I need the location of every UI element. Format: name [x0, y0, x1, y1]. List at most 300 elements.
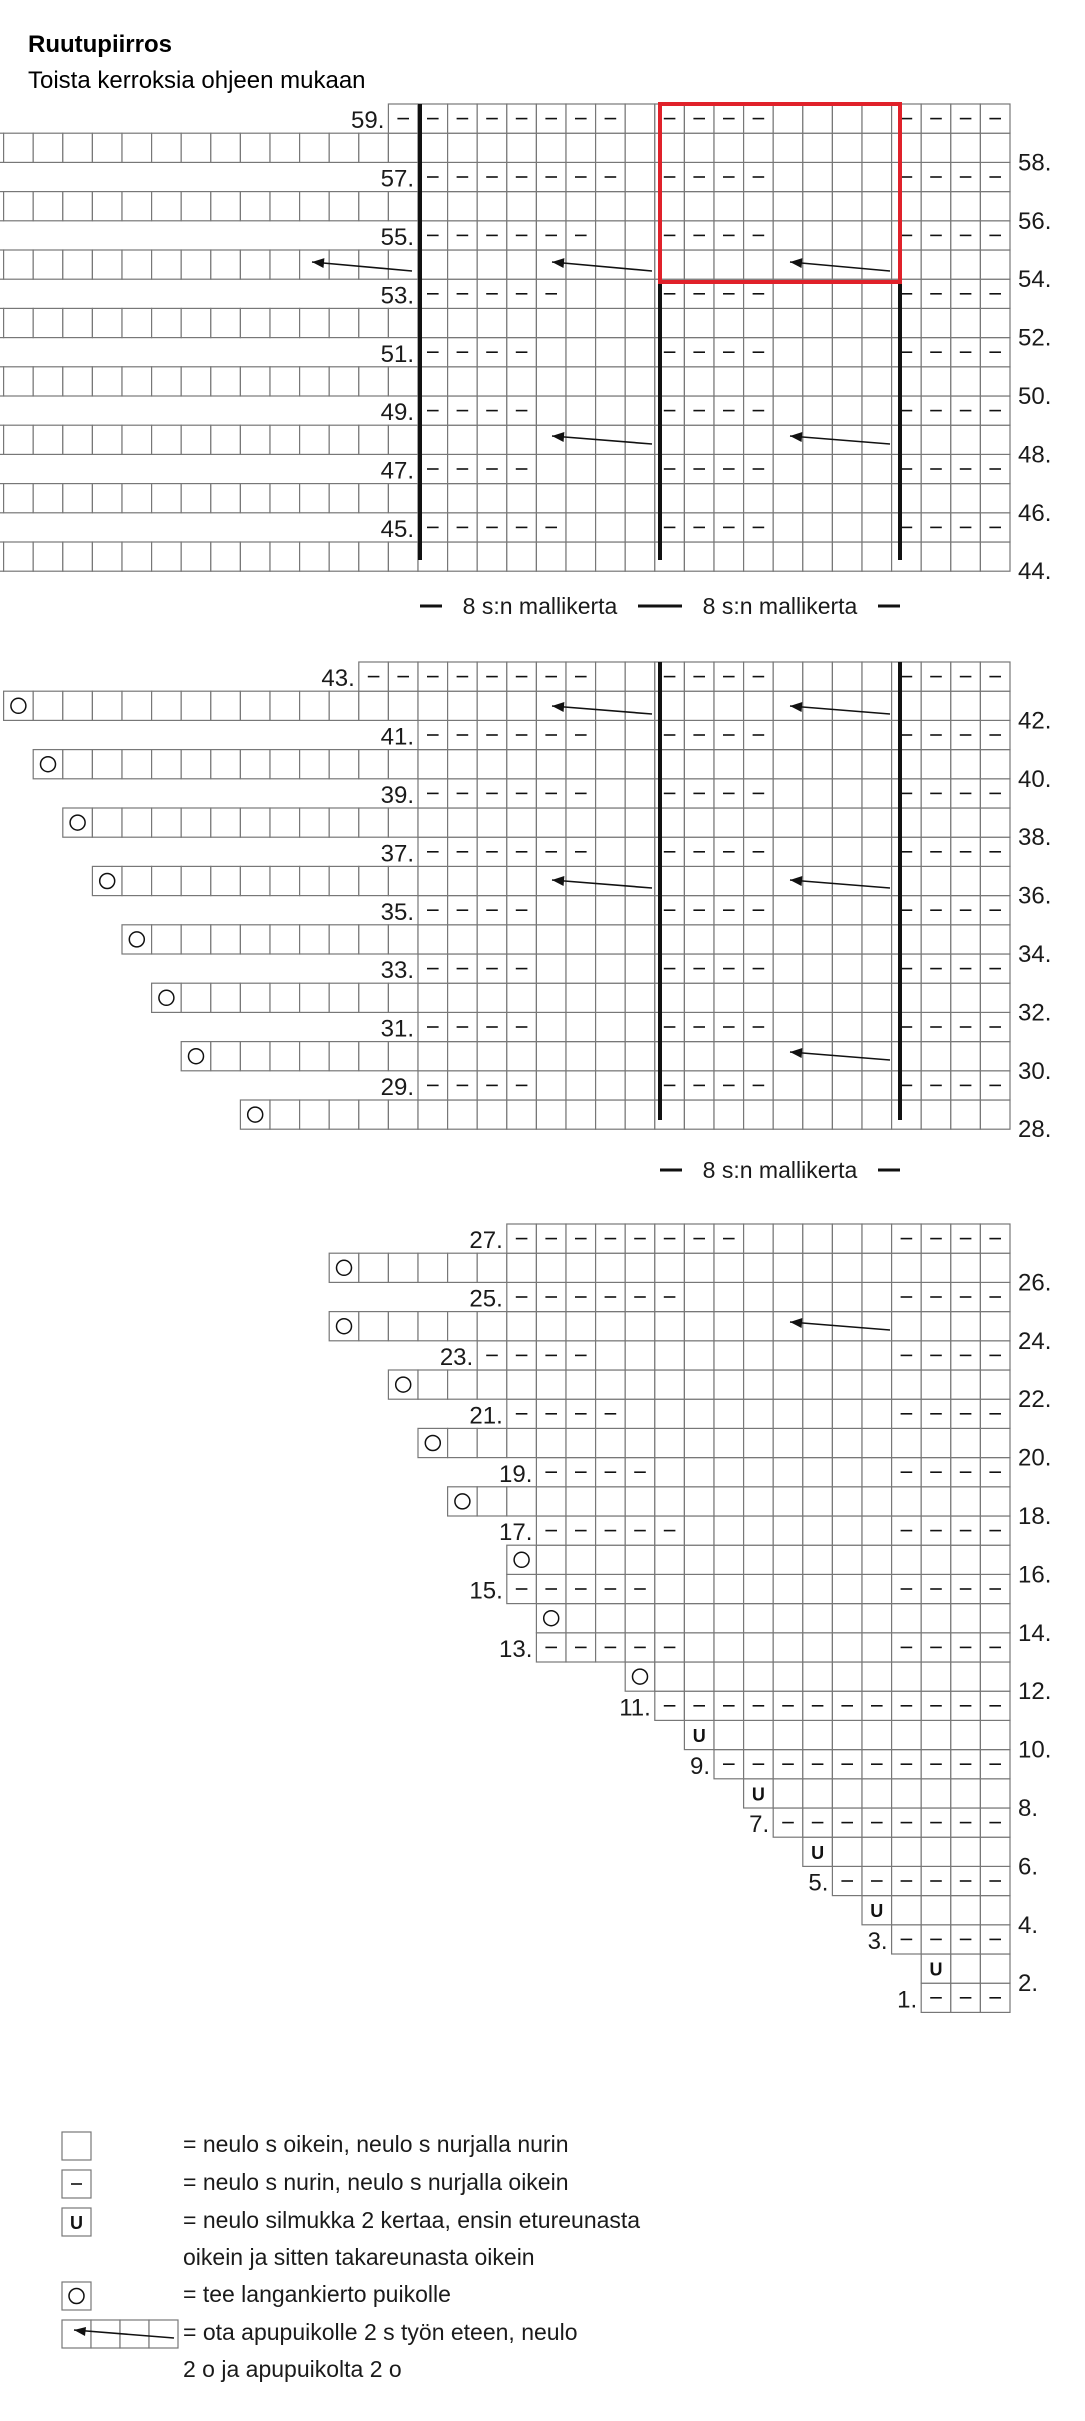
knit-cell — [803, 1012, 833, 1041]
knit-cell — [832, 133, 862, 162]
knit-cell — [596, 1042, 626, 1071]
row-number: 2. — [1018, 1970, 1039, 1998]
knit-cell — [862, 954, 892, 983]
knit-cell — [773, 133, 803, 162]
chart-subtitle: Toista kerroksia ohjeen mukaan — [28, 67, 366, 94]
knit-cell — [388, 691, 418, 720]
knit-cell — [63, 133, 93, 162]
knit-cell — [773, 1282, 803, 1311]
knit-cell — [507, 308, 537, 337]
knit-cell — [596, 1071, 626, 1100]
knit-cell — [625, 192, 655, 221]
knit-cell — [951, 1042, 981, 1071]
knit-cell — [596, 542, 626, 571]
knit-cell — [803, 1071, 833, 1100]
knit-cell — [832, 1071, 862, 1100]
yarn-over-cell — [625, 1662, 655, 1691]
knit-cell — [181, 192, 211, 221]
yarn-over-cell — [181, 1042, 211, 1071]
knit-cell — [921, 250, 951, 279]
knit-cell — [980, 367, 1010, 396]
knit-cell — [536, 367, 566, 396]
row-number: 23. — [439, 1344, 474, 1371]
legend-text: = neulo s oikein, neulo s nurjalla nurin — [183, 2131, 569, 2157]
knit-cell — [596, 1604, 626, 1633]
knit-cell — [122, 133, 152, 162]
knit-cell — [596, 192, 626, 221]
knit-cell — [240, 983, 270, 1012]
knit-cell — [832, 1282, 862, 1311]
knit-cell — [240, 425, 270, 454]
knit-cell — [388, 983, 418, 1012]
knit-cell — [388, 1100, 418, 1129]
knit-cell — [744, 425, 774, 454]
knit-cell — [92, 484, 122, 513]
chart-grid — [0, 104, 1051, 2013]
knit-cell — [980, 866, 1010, 895]
knit-cell — [803, 133, 833, 162]
knit-cell — [300, 192, 330, 221]
row-number: 41. — [380, 723, 414, 751]
knit-cell — [921, 1312, 951, 1341]
knit-cell — [300, 750, 330, 779]
knit-cell — [625, 104, 655, 133]
knit-cell — [655, 1399, 685, 1428]
knit-cell — [536, 542, 566, 571]
knit-cell — [803, 662, 833, 691]
knit-cell — [862, 662, 892, 691]
knit-cell — [211, 925, 241, 954]
knit-cell — [477, 542, 507, 571]
row-number: 29. — [380, 1074, 414, 1101]
knit-cell — [951, 1428, 981, 1457]
knit-cell — [684, 367, 714, 396]
knit-cell — [566, 367, 596, 396]
svg-text:U: U — [70, 2213, 83, 2233]
knit-cell — [536, 1428, 566, 1457]
knit-cell — [300, 484, 330, 513]
knit-cell — [388, 750, 418, 779]
knit-cell — [980, 1253, 1010, 1282]
knit-cell — [211, 367, 241, 396]
knit-cell — [892, 192, 922, 221]
knit-cell — [625, 954, 655, 983]
knit-cell — [684, 1042, 714, 1071]
knit-cell — [684, 983, 714, 1012]
knit-cell — [744, 484, 774, 513]
knit-cell — [744, 1662, 774, 1691]
knit-cell — [803, 1545, 833, 1574]
knit-cell — [92, 133, 122, 162]
row-number: 55. — [380, 224, 414, 251]
knit-cell — [448, 866, 478, 895]
knit-cell — [684, 1662, 714, 1691]
knit-cell — [566, 954, 596, 983]
knit-cell — [803, 367, 833, 396]
knit-cell — [744, 866, 774, 895]
knit-cell — [832, 779, 862, 808]
knit-cell — [418, 1042, 448, 1071]
knit-cell — [566, 542, 596, 571]
knit-cell — [980, 484, 1010, 513]
row-number: 6. — [1018, 1853, 1039, 1881]
knit-cell — [418, 808, 448, 837]
knit-cell — [596, 1312, 626, 1341]
knit-cell — [862, 896, 892, 925]
knit-cell — [832, 808, 862, 837]
row-number: 8. — [1018, 1795, 1039, 1822]
knit-cell — [684, 925, 714, 954]
knit-cell — [596, 779, 626, 808]
knit-cell — [625, 925, 655, 954]
twice-symbol: U — [929, 1959, 943, 1980]
knit-cell — [951, 1720, 981, 1749]
legend-text: = neulo silmukka 2 kertaa, ensin etureunasta — [183, 2207, 641, 2233]
knit-cell — [388, 1253, 418, 1282]
knit-cell — [359, 808, 389, 837]
knit-cell — [862, 104, 892, 133]
knit-cell — [773, 162, 803, 191]
knit-cell — [921, 983, 951, 1012]
knit-cell — [359, 367, 389, 396]
knit-cell — [448, 1312, 478, 1341]
knit-cell — [862, 1253, 892, 1282]
knit-cell — [477, 983, 507, 1012]
knit-cell — [773, 221, 803, 250]
knit-cell — [4, 484, 34, 513]
knit-cell — [507, 250, 537, 279]
knit-cell — [300, 133, 330, 162]
knit-cell — [773, 454, 803, 483]
knit-cell — [951, 691, 981, 720]
knit-cell — [832, 691, 862, 720]
knit-cell — [418, 1253, 448, 1282]
knit-cell — [714, 133, 744, 162]
knit-cell — [714, 1341, 744, 1370]
knit-cell — [980, 1312, 1010, 1341]
knit-cell — [122, 542, 152, 571]
knit-cell — [980, 1604, 1010, 1633]
knit-cell — [270, 983, 300, 1012]
knit-cell — [448, 484, 478, 513]
yarn-over-cell — [4, 691, 34, 720]
row-number: 35. — [380, 898, 414, 926]
knit-cell — [388, 367, 418, 396]
knit-cell — [892, 1779, 922, 1808]
twice-symbol: U — [870, 1901, 884, 1922]
knit-cell — [862, 1458, 892, 1487]
knit-cell — [832, 1399, 862, 1428]
knit-cell — [536, 925, 566, 954]
knit-cell — [625, 1071, 655, 1100]
knit-cell — [744, 1042, 774, 1071]
knit-cell — [122, 250, 152, 279]
knit-cell — [477, 1253, 507, 1282]
knit-cell — [862, 1100, 892, 1129]
knit-cell — [921, 1428, 951, 1457]
knit-cell — [832, 1253, 862, 1282]
knit-cell — [862, 1720, 892, 1749]
knit-cell — [655, 1662, 685, 1691]
knit-cell — [211, 484, 241, 513]
knit-cell — [4, 425, 34, 454]
knit-cell — [803, 396, 833, 425]
yarn-over-cell — [122, 925, 152, 954]
knit-cell — [744, 1399, 774, 1428]
knit-cell — [655, 1370, 685, 1399]
knit-cell — [862, 1487, 892, 1516]
knit-cell — [536, 133, 566, 162]
knit-cell — [181, 983, 211, 1012]
row-number: 20. — [1018, 1444, 1052, 1472]
knit-cell — [744, 1282, 774, 1311]
legend-item-cable-arrow — [62, 2319, 578, 2382]
row-number: 19. — [499, 1460, 533, 1488]
knit-cell — [625, 1312, 655, 1341]
row-number: 7. — [749, 1811, 770, 1839]
knit-cell — [832, 954, 862, 983]
knit-cell — [980, 1720, 1010, 1749]
knit-cell — [240, 192, 270, 221]
knit-cell — [684, 425, 714, 454]
knit-cell — [536, 1042, 566, 1071]
knit-cell — [714, 1662, 744, 1691]
knit-cell — [596, 338, 626, 367]
knit-cell — [862, 513, 892, 542]
knit-cell — [625, 983, 655, 1012]
knit-cell — [921, 1662, 951, 1691]
knit-cell — [892, 808, 922, 837]
knit-cell — [684, 1516, 714, 1545]
knit-cell — [714, 983, 744, 1012]
knit-cell — [566, 808, 596, 837]
yarn-over-cell — [507, 1545, 537, 1574]
knit-cell — [566, 896, 596, 925]
knit-cell — [329, 691, 359, 720]
knit-cell — [803, 221, 833, 250]
knit-cell — [832, 308, 862, 337]
knit-cell — [803, 1487, 833, 1516]
knit-cell — [980, 691, 1010, 720]
knit-cell — [714, 1253, 744, 1282]
knit-cell — [536, 308, 566, 337]
knit-cell — [181, 367, 211, 396]
knit-cell — [625, 1545, 655, 1574]
knit-cell — [300, 1042, 330, 1071]
knit-cell — [270, 250, 300, 279]
knit-cell — [625, 1428, 655, 1457]
knit-cell — [566, 925, 596, 954]
knit-cell — [507, 484, 537, 513]
knit-cell — [566, 133, 596, 162]
knit-cell — [625, 396, 655, 425]
knit-cell — [921, 1253, 951, 1282]
knit-cell — [122, 308, 152, 337]
knit-cell — [862, 1837, 892, 1866]
knit-cell — [951, 308, 981, 337]
knit-cell — [714, 691, 744, 720]
knit-cell — [980, 542, 1010, 571]
knit-cell — [181, 542, 211, 571]
knit-cell — [477, 1428, 507, 1457]
knit-cell — [566, 1428, 596, 1457]
knit-cell — [625, 1042, 655, 1071]
row-number: 39. — [380, 782, 414, 809]
knit-cell — [625, 1253, 655, 1282]
knit-cell — [655, 1574, 685, 1603]
knit-cell — [329, 192, 359, 221]
knit-cell — [773, 750, 803, 779]
knit-cell — [92, 542, 122, 571]
knit-cell — [744, 133, 774, 162]
knit-cell — [300, 1100, 330, 1129]
knit-cell — [714, 1545, 744, 1574]
knit-cell — [566, 983, 596, 1012]
knit-cell — [744, 1428, 774, 1457]
knit-cell — [684, 1370, 714, 1399]
knit-cell — [832, 250, 862, 279]
row-number: 34. — [1018, 941, 1052, 968]
knit-cell — [566, 1312, 596, 1341]
legend-item-u-twice — [62, 2207, 640, 2270]
row-number: 57. — [380, 165, 414, 193]
knit-cell — [181, 250, 211, 279]
knit-cell — [329, 542, 359, 571]
knit-cell — [152, 691, 182, 720]
knit-cell — [773, 983, 803, 1012]
knit-cell — [477, 1100, 507, 1129]
knit-cell — [122, 367, 152, 396]
knit-cell — [803, 750, 833, 779]
knit-cell — [240, 250, 270, 279]
knit-cell — [211, 425, 241, 454]
knit-cell — [714, 808, 744, 837]
knit-cell — [980, 308, 1010, 337]
knit-cell — [892, 1662, 922, 1691]
knit-cell — [4, 133, 34, 162]
knit-cell — [803, 338, 833, 367]
row-number: 21. — [469, 1402, 503, 1430]
knit-cell — [566, 1012, 596, 1041]
knit-cell — [832, 484, 862, 513]
knit-cell — [862, 1370, 892, 1399]
knit-cell — [892, 1487, 922, 1516]
knit-cell — [744, 308, 774, 337]
knit-cell — [832, 1633, 862, 1662]
knit-cell — [892, 133, 922, 162]
knit-cell — [152, 925, 182, 954]
knit-cell — [211, 983, 241, 1012]
knit-cell — [181, 484, 211, 513]
knit-cell — [507, 1370, 537, 1399]
row-number: 31. — [380, 1015, 414, 1043]
knit-cell — [832, 1720, 862, 1749]
legend-text: = ota apupuikolle 2 s työn eteen, neulo — [183, 2319, 578, 2345]
knit-cell — [329, 983, 359, 1012]
knit-cell — [625, 133, 655, 162]
knit-cell — [951, 925, 981, 954]
knit-cell — [714, 542, 744, 571]
knit-cell — [773, 396, 803, 425]
knit-cell — [832, 454, 862, 483]
knit-cell — [536, 338, 566, 367]
knit-cell — [921, 1100, 951, 1129]
knit-cell — [507, 1253, 537, 1282]
knit-cell — [596, 1370, 626, 1399]
knit-cell — [655, 1253, 685, 1282]
knit-cell — [4, 308, 34, 337]
knit-cell — [951, 983, 981, 1012]
legend-text: 2 o ja apupuikolta 2 o — [183, 2356, 402, 2382]
knit-cell — [625, 750, 655, 779]
knit-cell — [448, 250, 478, 279]
knit-cell — [181, 133, 211, 162]
knit-cell — [803, 1399, 833, 1428]
knit-cell — [744, 192, 774, 221]
knit-cell — [744, 1370, 774, 1399]
knit-cell — [921, 133, 951, 162]
knit-cell — [980, 1428, 1010, 1457]
knit-cell — [951, 1370, 981, 1399]
knit-cell — [862, 192, 892, 221]
knit-cell — [951, 750, 981, 779]
knit-cell — [744, 925, 774, 954]
yarn-over-cell — [388, 1370, 418, 1399]
knit-cell — [211, 691, 241, 720]
knit-cell — [536, 192, 566, 221]
knit-cell — [566, 338, 596, 367]
row-number: 49. — [380, 399, 414, 427]
knit-cell — [773, 1399, 803, 1428]
knit-cell — [625, 542, 655, 571]
knit-cell — [714, 1720, 744, 1749]
knit-cell — [921, 866, 951, 895]
knit-cell — [773, 662, 803, 691]
knit-cell — [596, 1341, 626, 1370]
knit-cell — [596, 367, 626, 396]
knit-cell — [744, 250, 774, 279]
knit-cell — [832, 1370, 862, 1399]
knit-cell — [152, 750, 182, 779]
knit-cell — [596, 513, 626, 542]
knit-cell — [448, 691, 478, 720]
knit-cell — [507, 542, 537, 571]
legend-text: = tee langankierto puikolle — [183, 2281, 451, 2307]
row-number: 1. — [897, 1986, 918, 2014]
knit-cell — [684, 1312, 714, 1341]
knit-cell — [33, 192, 63, 221]
knit-cell — [862, 1042, 892, 1071]
knit-cell — [92, 750, 122, 779]
knit-cell — [536, 954, 566, 983]
knit-cell — [980, 983, 1010, 1012]
knit-cell — [803, 983, 833, 1012]
knit-cell — [951, 808, 981, 837]
yarn-over-cell — [92, 866, 122, 895]
knit-cell — [684, 1253, 714, 1282]
knit-cell — [448, 192, 478, 221]
knit-cell — [536, 1312, 566, 1341]
row-number: 43. — [321, 665, 355, 693]
knit-cell — [300, 367, 330, 396]
knit-cell — [329, 367, 359, 396]
knit-cell — [862, 542, 892, 571]
knit-cell — [803, 308, 833, 337]
knit-cell — [507, 1100, 537, 1129]
knit-cell — [329, 1042, 359, 1071]
knit-cell — [773, 1428, 803, 1457]
row-number: 37. — [380, 840, 414, 868]
